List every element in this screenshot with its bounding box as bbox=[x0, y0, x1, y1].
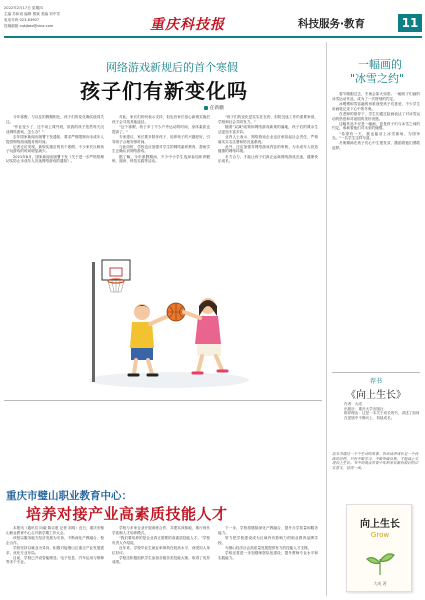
bottom-article-column-2 bbox=[112, 526, 210, 594]
paragraph: 业内人士表示，网络游戏企业也应承担起社会责任，严格落实实名注册和防沉迷系统。 bbox=[218, 134, 318, 144]
bottom-article-divider bbox=[4, 400, 322, 401]
page-number: 11 bbox=[401, 16, 419, 30]
bottom-article-column-3 bbox=[218, 526, 318, 594]
book-publisher: 出版社：重庆大学出版社 bbox=[344, 406, 384, 411]
paragraph: 记者走访发现，新规实施后的首个寒假，不少家长反映孩子玩游戏的时间明显减少。 bbox=[6, 144, 104, 154]
book-cover-art bbox=[355, 545, 405, 577]
paragraph: 学校与多家企业开展深度合作，共建实训基地，推行现代学徒制人才培养模式。 bbox=[112, 526, 210, 535]
paragraph: 据了解，今年寒假期间，不少中小学生选择参加体育锻炼、阅读、科技实践等活动。 bbox=[112, 154, 210, 164]
paragraph: "希望有一天，我也能站上冰雪赛场，为国争光。"一名学生这样写道。 bbox=[332, 131, 420, 141]
paragraph: 学校坚持以就业为导向，积极对接璧山区重点产业发展需求，优化专业布局。 bbox=[6, 545, 104, 555]
byline-icon bbox=[204, 106, 208, 110]
book-info bbox=[344, 402, 420, 441]
sidebar-headline-line-2: "冰雪之约" bbox=[349, 72, 405, 85]
paragraph: 努力把学校建设成为区域内有影响力的职业教育品牌学校。 bbox=[218, 535, 318, 545]
sidebar-divider bbox=[332, 372, 420, 373]
main-article bbox=[4, 55, 322, 395]
paragraph: 春节刚刚过去，冬奥会如火如荼。一幅孩子们画的冰雪运动作品，成为了一次特别的约定。 bbox=[332, 92, 420, 101]
newspaper-logo: 重庆科技报 bbox=[150, 17, 225, 33]
girl-shorts bbox=[197, 344, 221, 356]
article-byline bbox=[204, 105, 304, 111]
book-title: 《向上生长》 bbox=[346, 390, 406, 401]
sidebar bbox=[330, 42, 422, 598]
article-kicker: 网络游戏新规后的首个寒假 bbox=[106, 61, 238, 74]
paragraph: 目前，学校已开设智能制造、电子信息、汽车运用与维修等多个专业。 bbox=[6, 555, 104, 565]
paragraph: 本报讯（通讯员 向毅 陈吉惠 记者 刘玥）近日，重庆市璧山职业教育中心召开新学期工作大会。 bbox=[6, 526, 104, 535]
paragraph: 学校还积极组织学生参加各级各类技能大赛，取得了优异成绩。 bbox=[112, 555, 210, 565]
boy-head bbox=[134, 304, 150, 320]
paragraph: 去年国家新闻出版署下发通知，要求严格限制向未成年人提供网络游戏服务的时间。 bbox=[6, 134, 104, 144]
paragraph: 今年寒假，与以往的假期相比，孩子们的变化确实值得关注。 bbox=[6, 115, 104, 124]
paragraph: 此外，还应加强对网络游戏内容的审核，为未成年人营造健康的网络环境。 bbox=[218, 144, 318, 154]
paragraph: "孩子们的变化是实实在在的，但防沉迷工作仍需要家庭、学校和社会共同发力。" bbox=[218, 115, 318, 124]
paragraph: 冬奥精神在孩子们心中生根发芽，激励着他们勇敢追梦。 bbox=[332, 141, 420, 151]
paragraph: 为璧山经济社会高质量发展提供有力的技能人才支撑。 bbox=[225, 545, 312, 550]
book-author: 作者：大成 bbox=[344, 402, 362, 406]
paragraph: 与此同时，学校也应加强对学生的网络素养教育，帮助学生正确认识网络游戏。 bbox=[112, 144, 210, 154]
paragraph: 对此，家长们纷纷表示支持，但也有家长担心新规实施后孩子会寻找其他途径。 bbox=[112, 115, 210, 124]
book-review: 这本书通过一个个生动的故事，告诉读者成长是一个持续的过程，只有不断学习、不断突破自我，才能真正实现向上生长。书中的观点对青少年和家长都有很好的启发意义，值得一读。 bbox=[332, 452, 419, 471]
book-section-label: 荐书 bbox=[369, 378, 382, 385]
book-cover bbox=[346, 504, 412, 592]
date-line: 2022年2月17日 星期四 bbox=[4, 6, 43, 10]
book-cover-title: 向上生长 bbox=[360, 519, 400, 530]
basketball-kids-illustration bbox=[84, 250, 254, 390]
paragraph: 这幅作品不仅是一幅画，更是孩子们与冰雪之间的约定，承载着他们对未来的憧憬。 bbox=[332, 121, 420, 131]
girl-shirt bbox=[195, 316, 221, 344]
paragraph: 冰墩墩和雪容融的形象深受孩子们喜爱，不少学生用画笔记录下心中的冬奥。 bbox=[332, 101, 420, 111]
paragraph: 多方合力，才能让孩子们真正远离网络游戏沉迷，健康快乐成长。 bbox=[218, 154, 318, 164]
book-cover-author: 大成 著 bbox=[373, 581, 387, 586]
paragraph: "这个寒假，孩子多了不少户外运动的时间，身体素质也提高了。" bbox=[112, 124, 210, 134]
paragraph: "我们要培养的是企业真正需要的高素质技能人才。"学校负责人介绍说。 bbox=[112, 535, 210, 545]
paragraph: 2021年8月，国家新闻出版署下发《关于进一步严格管理 切实防止未成年人沉迷网络游戏的通知》。 bbox=[6, 154, 104, 164]
sidebar-body bbox=[332, 92, 420, 362]
phone-line: 电话号码 023-63907 bbox=[4, 18, 40, 22]
book-cover-subtitle: Grow bbox=[370, 531, 390, 539]
boy-shorts bbox=[131, 348, 153, 360]
book-cover-sprout bbox=[367, 554, 394, 575]
paragraph: 学校还将进一步加强师资队伍建设，提升教师专业水平和实践能力。 bbox=[218, 550, 318, 560]
page-number-box bbox=[398, 14, 422, 32]
bottom-article-headline: 培养对接产业高素质技能人才 bbox=[26, 505, 228, 523]
paragraph: 下一步，学校将继续深化产教融合，提升办学质量和服务能力。 bbox=[218, 526, 318, 535]
email-line: 投稿邮箱 cqkjbao@sina.com bbox=[4, 24, 54, 28]
hoop-pole bbox=[92, 262, 95, 382]
byline-text: 任新鹏 bbox=[210, 106, 224, 111]
masthead-rule bbox=[4, 36, 422, 38]
hoop-backboard bbox=[102, 260, 130, 280]
bottom-article bbox=[4, 400, 322, 596]
paragraph: "作业变少了，还不用上课外班，但我的孩子依然每天沉迷网络游戏，怎么办？" bbox=[6, 124, 104, 134]
paragraph: 该校以服务地方经济发展为宗旨，不断深化产教融合、校企合作。 bbox=[6, 535, 104, 545]
section-title: 科技服务·教育 bbox=[298, 18, 365, 30]
paragraph: 随着"双减"政策和网络游戏新规的落地，孩子们的课余生活更加丰富多彩。 bbox=[218, 124, 318, 134]
bottom-article-column-1 bbox=[6, 526, 104, 594]
column-divider bbox=[326, 42, 327, 596]
ground-shadow bbox=[89, 372, 249, 388]
book-recommend-reason: 推荐理由：这是一本关于成长的书，讲述了如何在逆境中不断向上、持续成长。 bbox=[344, 411, 420, 421]
paragraph: 专家建议，家长要多陪伴孩子，培养孩子的兴趣爱好，引导孩子合理安排时间。 bbox=[112, 134, 210, 144]
article-headline: 孩子们有新变化吗 bbox=[80, 79, 248, 103]
paragraph: 近年来，学校毕业生就业率保持在较高水平，深受用人单位好评。 bbox=[112, 545, 210, 555]
bottom-article-kicker: 重庆市璧山职业教育中心： bbox=[6, 490, 132, 502]
editor-line: 主编 苏和成 编辑 熊斌 美编 刘中雪 bbox=[4, 12, 61, 16]
paragraph: 在老师的指导下，学生们通过绘画表达了对冰雪运动的热爱和对祖国的美好祝愿。 bbox=[332, 111, 420, 121]
sidebar-headline-line-1: 一幅画的 bbox=[358, 58, 402, 71]
